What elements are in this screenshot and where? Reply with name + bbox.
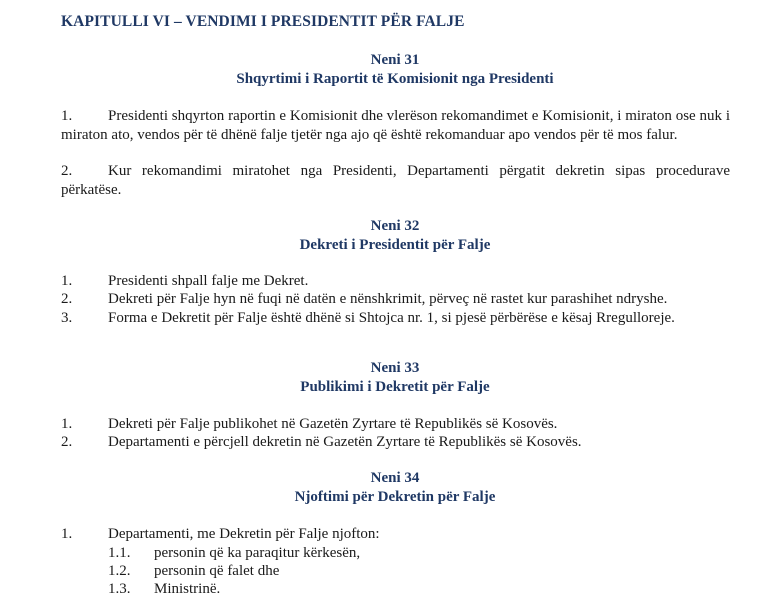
article-31-number: Neni 31: [370, 52, 420, 68]
subitem-text: personin që ka paraqitur kërkesën,: [154, 545, 361, 561]
item-number: 3.: [61, 310, 73, 326]
article-31-paragraph-1: [61, 107, 730, 144]
item-number: 1.: [61, 273, 73, 289]
item-number: 1.: [61, 416, 73, 432]
subitem-number: 1.2.: [108, 563, 131, 579]
paragraph-text: Kur rekomandimi miratohet nga Presidenti, Departamenti përgatit dekretin sipas procedurave përkatëse.: [61, 163, 730, 198]
article-32-title: Dekreti i Presidentit për Falje: [299, 237, 491, 253]
subitem-number: 1.1.: [108, 545, 131, 561]
paragraph-number: 2.: [61, 163, 73, 179]
subitem-text: Ministrinë.: [154, 581, 221, 597]
item-text: Forma e Dekretit për Falje është dhënë si Shtojca nr. 1, si pjesë përbërëse e kësaj Rregulloreje.: [108, 310, 675, 326]
paragraph-number: 1.: [61, 108, 73, 124]
item-number: 2.: [61, 434, 73, 450]
item-text: Departamenti, me Dekretin për Falje njofton:: [108, 526, 380, 542]
article-31-paragraph-2: [61, 162, 730, 199]
item-text: Presidenti shpall falje me Dekret.: [108, 273, 309, 289]
article-34-number: Neni 34: [370, 470, 420, 486]
paragraph-text: Presidenti shqyrton raportin e Komisionit dhe vlerëson rekomandimet e Komisionit, i miraton ose nuk i miraton ato, vendos për të dhënë falje tjetër nga ajo që është rekomanduar apo vendos për të mos falur.: [61, 108, 730, 143]
subitem-text: personin që falet dhe: [154, 563, 280, 579]
item-text: Dekreti për Falje publikohet në Gazetën Zyrtare të Republikës së Kosovës.: [108, 416, 558, 432]
article-34-title: Njoftimi për Dekretin për Falje: [294, 489, 496, 505]
item-text: Departamenti e përcjell dekretin në Gazetën Zyrtare të Republikës së Kosovës.: [108, 434, 582, 450]
item-number: 1.: [61, 526, 73, 542]
article-32-number: Neni 32: [370, 218, 420, 234]
subitem-number: 1.3.: [108, 581, 131, 597]
chapter-title: KAPITULLI VI – VENDIMI I PRESIDENTIT PËR FALJE: [61, 13, 465, 30]
article-33-title: Publikimi i Dekretit për Falje: [300, 379, 490, 395]
item-text: Dekreti për Falje hyn në fuqi në datën e nënshkrimit, përveç në rastet kur parashihet ndryshe.: [108, 291, 668, 307]
article-33-number: Neni 33: [370, 360, 420, 376]
article-31-title: Shqyrtimi i Raportit të Komisionit nga Presidenti: [236, 71, 554, 87]
item-number: 2.: [61, 291, 73, 307]
